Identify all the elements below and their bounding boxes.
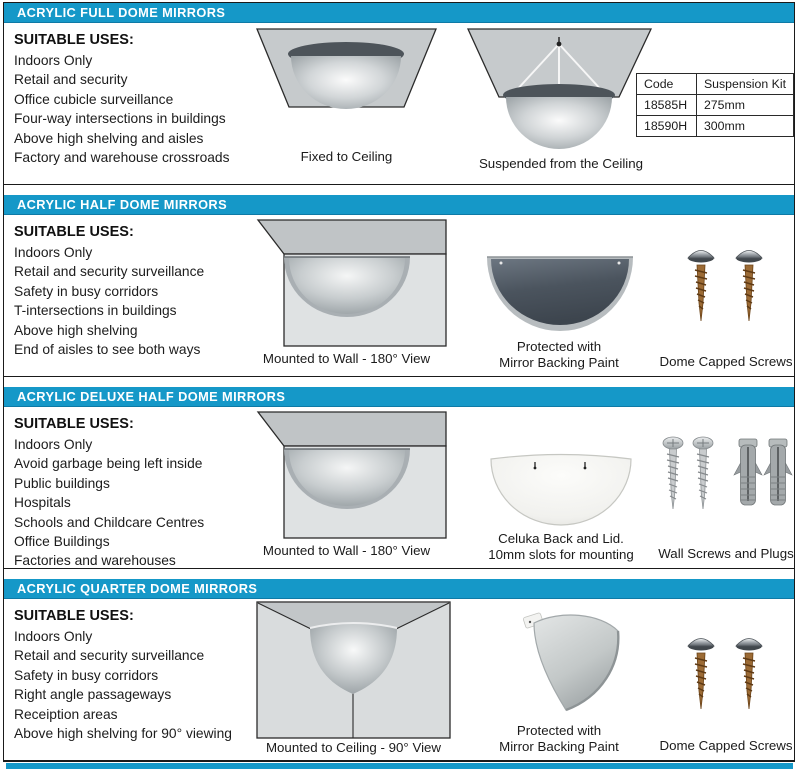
figure-caption: Mounted to Wall - 180° View bbox=[262, 351, 431, 366]
figure-caption: Protected with Mirror Backing Paint bbox=[499, 723, 619, 754]
celuka-back-half-dome-photo-icon bbox=[487, 449, 635, 529]
use-item: Retail and security surveillance bbox=[14, 648, 205, 664]
suitable-uses-heading: SUITABLE USES: bbox=[14, 32, 134, 48]
kit-cell: 275mm bbox=[696, 95, 793, 116]
dome-capped-screws-photo-icon bbox=[676, 241, 776, 337]
use-item: Schools and Childcare Centres bbox=[14, 514, 205, 530]
suspension-kit-table bbox=[636, 73, 794, 137]
suitable-uses-half-dome bbox=[14, 224, 250, 359]
section-header-full-dome bbox=[4, 3, 794, 23]
use-item: Above high shelving and aisles bbox=[14, 130, 204, 146]
suitable-uses-heading: SUITABLE USES: bbox=[14, 224, 134, 240]
suitable-uses-deluxe bbox=[14, 416, 250, 571]
use-item: Office cubicle surveillance bbox=[14, 91, 174, 107]
section-title: ACRYLIC HALF DOME MIRRORS bbox=[17, 197, 228, 212]
dome-capped-screws-photo-icon bbox=[676, 629, 776, 725]
use-item: Avoid garbage being left inside bbox=[14, 456, 203, 472]
suitable-uses-quarter bbox=[14, 608, 250, 743]
figure-caption: Protected with Mirror Backing Paint bbox=[499, 339, 619, 370]
code-cell: 18590H bbox=[637, 116, 697, 137]
code-cell: 18585H bbox=[637, 95, 697, 116]
wall-mounted-half-dome-illustration-icon bbox=[244, 217, 449, 351]
corner-ceiling-quarter-dome-illustration-icon bbox=[256, 601, 451, 739]
use-item: Above high shelving bbox=[14, 322, 138, 338]
table-header-code: Code bbox=[637, 74, 697, 95]
ceiling-suspended-full-dome-illustration-icon bbox=[462, 27, 657, 155]
suitable-uses-heading: SUITABLE USES: bbox=[14, 416, 134, 432]
table-row bbox=[637, 95, 794, 116]
use-item: End of aisles to see both ways bbox=[14, 342, 201, 358]
half-dome-mirror-back-photo-icon bbox=[484, 253, 636, 335]
section-title: ACRYLIC DELUXE HALF DOME MIRRORS bbox=[17, 389, 286, 404]
use-item: Office Buildings bbox=[14, 534, 110, 550]
use-item: Right angle passageways bbox=[14, 687, 172, 703]
figure-caption: Mounted to Ceiling - 90° View bbox=[265, 740, 442, 755]
section-header-quarter-dome bbox=[4, 579, 794, 599]
wall-mounted-half-dome-illustration-icon bbox=[244, 409, 449, 543]
wall-screws-and-plugs-photo-icon bbox=[656, 433, 796, 529]
ceiling-fixed-full-dome-illustration-icon bbox=[244, 27, 449, 149]
use-item: Indoors Only bbox=[14, 245, 93, 260]
next-section-header-cut bbox=[6, 763, 793, 769]
section-body-quarter-dome bbox=[4, 599, 794, 761]
figure-caption: Dome Capped Screws bbox=[659, 354, 793, 369]
table-header-row bbox=[637, 74, 794, 95]
use-item: Hospitals bbox=[14, 495, 71, 511]
quarter-dome-mirror-back-photo-icon bbox=[504, 605, 634, 721]
use-item: Public buildings bbox=[14, 475, 110, 491]
section-body-full-dome bbox=[4, 23, 794, 185]
use-item: T-intersections in buildings bbox=[14, 303, 177, 319]
use-item: Indoors Only bbox=[14, 437, 93, 452]
suitable-uses-full-dome bbox=[14, 32, 250, 167]
table-row bbox=[637, 116, 794, 137]
use-item: Receiption areas bbox=[14, 706, 118, 722]
figure-caption: Wall Screws and Plugs bbox=[658, 546, 794, 561]
use-item: Safety in busy corridors bbox=[14, 667, 159, 683]
suitable-uses-heading: SUITABLE USES: bbox=[14, 608, 134, 624]
section-header-half-dome bbox=[4, 195, 794, 215]
table-header-kit: Suspension Kit bbox=[696, 74, 793, 95]
use-item: Four-way intersections in buildings bbox=[14, 111, 226, 127]
section-body-deluxe-half-dome bbox=[4, 407, 794, 569]
section-header-deluxe-half-dome bbox=[4, 387, 794, 407]
section-title: ACRYLIC FULL DOME MIRRORS bbox=[17, 5, 226, 20]
catalog-page bbox=[3, 2, 795, 762]
use-item: Factory and warehouse crossroads bbox=[14, 150, 230, 166]
use-item: Safety in busy corridors bbox=[14, 283, 159, 299]
section-body-half-dome bbox=[4, 215, 794, 377]
figure-caption: Mounted to Wall - 180° View bbox=[262, 543, 431, 558]
figure-caption: Celuka Back and Lid. 10mm slots for mounting bbox=[488, 531, 634, 562]
kit-cell: 300mm bbox=[696, 116, 793, 137]
use-item: Retail and security surveillance bbox=[14, 264, 205, 280]
figure-caption: Dome Capped Screws bbox=[659, 738, 793, 753]
use-item: Indoors Only bbox=[14, 629, 93, 644]
use-item: Indoors Only bbox=[14, 53, 93, 68]
use-item: Factories and warehouses bbox=[14, 553, 176, 569]
use-item: Above high shelving for 90° viewing bbox=[14, 726, 232, 742]
figure-caption: Suspended from the Ceiling bbox=[478, 156, 644, 171]
use-item: Retail and security bbox=[14, 72, 128, 88]
section-title: ACRYLIC QUARTER DOME MIRRORS bbox=[17, 581, 258, 596]
figure-caption: Fixed to Ceiling bbox=[300, 149, 393, 164]
